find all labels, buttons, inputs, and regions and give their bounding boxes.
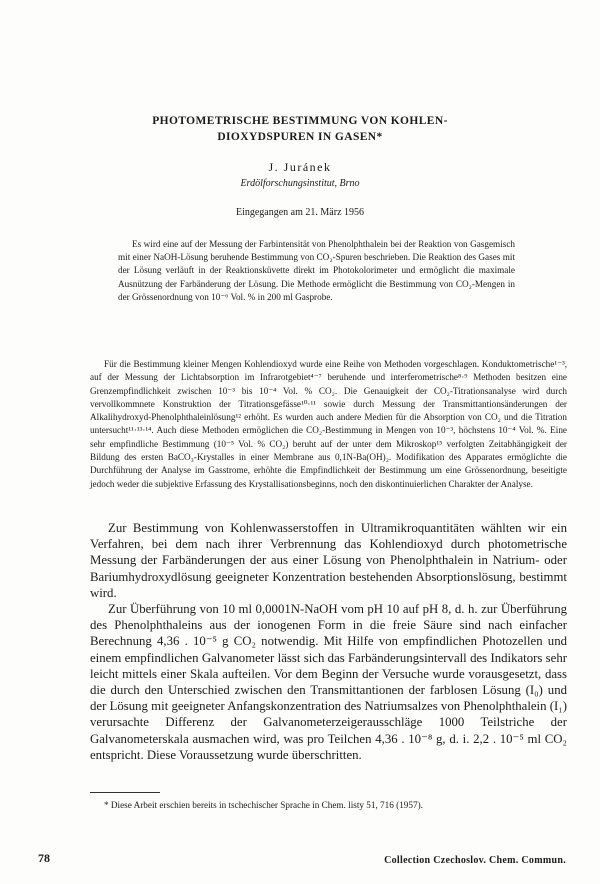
footnote-rule	[90, 792, 160, 793]
body-paragraph-2: Zur Überführung von 10 ml 0,0001N-NaOH vom pH 10 auf pH 8, d. h. zur Überführung des Phenolphthaleins aus der ionogenen Form in die freie Säure sind nach einfacher Berechnung 4,36 . 10⁻⁵ g CO₂ notwendig. Mit Hilfe von empfindlichen Photozellen und einem empfindlichen Galvanometer lässt sich das Farbänderungsintervall des Indikators sehr leicht mittels einer Skala aufteilen. Vor dem Beginn der Versuche wurde vorausgesetzt, dass die durch den Unterschied zwischen den Transmittantionen der farblosen Lösung (I₀) und der Lösung mit geeigneter Anfangskonzentration des Natriumsalzes von Phenolphthalein (I₁) verursachte Differenz der Galvanometerzeigerausschläge 1000 Teilstriche der Galvanometerskala ausmachen wird, was pro Teilchen 4,36 . 10⁻⁸ g, d. i. 2,2 . 10⁻⁵ ml CO₂ entspricht. Diese Voraussetzung wurde überschritten.	[90, 602, 567, 762]
journal-name: Collection Czechoslov. Chem. Commun.	[384, 855, 566, 866]
received-date: Eingegangen am 21. März 1956	[235, 207, 365, 218]
author-affiliation: Erdölforschungsinstitut, Brno	[240, 178, 360, 189]
body-paragraph-1: Zur Bestimmung von Kohlenwasserstoffen in Ultramikroquantitäten wählten wir ein Verfahren, bei dem nach ihrer Verbrennung das Kohlendioxyd durch photometrische Messung der Farbänderungen der aus einer Lösung von Phenolphthalein in Natrium- oder Bariumhydroxydlösung geeigneter Konzentration bestehenden Absorptionslösung, bestimmt wird.	[90, 521, 567, 600]
author-name: J. Juránek	[268, 160, 332, 174]
article-title	[90, 113, 510, 145]
footnote: * Diese Arbeit erschien bereits in tschechischer Sprache in Chem. listy 51, 716 (1957).	[104, 800, 423, 810]
intro-paragraph: Für die Bestimmung kleiner Mengen Kohlendioxyd wurde eine Reihe von Methoden vorgeschlagen. Konduktometrische¹⁻³, auf der Messung der Lichtabsorption im Infrarotgebiet⁴⁻⁷ beruhende und interferometrische⁸·⁹ Methoden besitzen eine Grenzempfindlichkeit zwischen 10⁻³ bis 10⁻⁴ Vol. % CO₂. Die Genauigkeit der CO₂-Titrationsanalyse wird durch vervollkommnete Konstruktion der Titrationsgefässe¹⁰·¹¹ sowie durch Messung der Transmittantionsänderungen der Alkalihydroxyd-Phenolphthaleinlösung¹² erhöht. Es wurden auch andere Medien für die Absorption von CO₂ und die Titration untersucht¹¹·¹³·¹⁴. Auch diese Methoden ermöglichen die CO₂-Bestimmung in Mengen von 10⁻³, höchstens 10⁻⁴ Vol. %. Eine sehr empfindliche Bestimmung (10⁻⁵ Vol. % CO₂) beruht auf der unter dem Mikroskop¹⁵ verfolgten Zeitabhängigkeit der Bildung des ersten BaCO₃-Krystalles in einer Membrane aus 0,1N-Ba(OH)₂. Modifikation des Apparates ermöglichte die Durchführung der Analyse im Gasstrome, erhöhte die Empfindlichkeit der Bestimmung um eine Grössenordnung, beseitigte jedoch weder die subjektive Erfassung des Krystallisationsbeginns, noch den diskontinuierlichen Charakter der Analyse.	[90, 359, 567, 489]
title-line-1: PHOTOMETRISCHE BESTIMMUNG VON KOHLEN-	[152, 115, 448, 127]
title-line-2: DIOXYDSPUREN IN GASEN*	[217, 131, 383, 143]
page-number: 78	[38, 851, 50, 865]
abstract: Es wird eine auf der Messung der Farbintensität von Phenolphthalein bei der Reaktion von Gasgemisch mit einer NaOH-Lösung beruhende Bestimmung von CO₂-Spuren beschrieben. Die Reaktion des Gases mit der Lösung verläuft in der Reaktionsküvette direkt im Photokolorimeter und ermöglicht die maximale Ausnützung der Farbänderung der Lösung. Die Methode ermöglicht die Bestimmung von CO₂-Mengen in der Grössenordnung von 10⁻⁶ Vol. % in 200 ml Gasprobe.	[118, 239, 515, 302]
